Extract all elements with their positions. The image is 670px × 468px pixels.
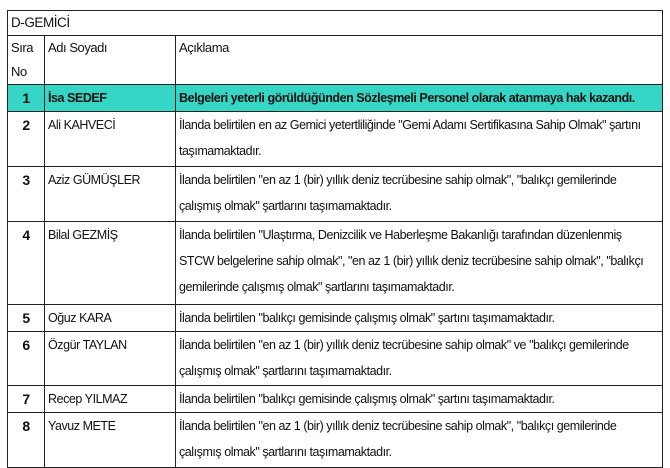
row-name: Özgür TAYLAN (45, 332, 176, 386)
row-name: Bilal GEZMİŞ (45, 222, 176, 305)
table-row (8, 413, 663, 468)
row-name: Oğuz KARA (45, 305, 176, 332)
table-row (8, 85, 663, 112)
row-number: 8 (8, 413, 45, 468)
row-description: İlanda belirtilen en az Gemici yetertliliğinde "Gemi Adamı Sertifikasına Sahip Olmak" şartını taşımamaktadır. (176, 112, 663, 167)
results-table (7, 10, 663, 468)
header-no: Sıra No (8, 36, 45, 85)
row-number: 4 (8, 222, 45, 305)
row-description: İlanda belirtilen "en az 1 (bir) yıllık deniz tecrübesine sahip olmak", "balıkçı gemilerinde çalışmış olmak" şartlarını taşımamaktadır. (176, 167, 663, 222)
row-number: 6 (8, 332, 45, 386)
table-row (8, 222, 663, 305)
row-description: İlanda belirtilen "balıkçı gemisinde çalışmış olmak" şartını taşımamaktadır. (176, 305, 663, 332)
table-row (8, 112, 663, 167)
row-name: Yavuz METE (45, 413, 176, 468)
row-number: 5 (8, 305, 45, 332)
row-description: Belgeleri yeterli görüldüğünden Sözleşmeli Personel olarak atanmaya hak kazandı. (176, 85, 663, 112)
row-name: Recep YILMAZ (45, 386, 176, 413)
row-description: İlanda belirtilen "en az 1 (bir) yıllık deniz tecrübesine sahip olmak" ve "balıkçı gemilerinde çalışmış olmak" şartlarını taşımamaktadır. (176, 332, 663, 386)
row-name: Ali KAHVECİ (45, 112, 176, 167)
row-name: Aziz GÜMÜŞLER (45, 167, 176, 222)
table-title-row (8, 11, 663, 36)
header-description: Açıklama (176, 36, 663, 85)
table-row (8, 305, 663, 332)
header-name: Adı Soyadı (45, 36, 176, 85)
table-header-row (8, 36, 663, 85)
row-description: İlanda belirtilen "Ulaştırma, Denizcilik ve Haberleşme Bakanlığı tarafından düzenlenmiş STCW belgelerine sahip olmak", "en az 1 (bir) yıllık deniz tecrübesine sahip olmak", "balıkçı gemilerinde çalışmış olmak" şartlarını taşımamaktadır. (176, 222, 663, 305)
table-row (8, 332, 663, 386)
row-number: 1 (8, 85, 45, 112)
table-row (8, 386, 663, 413)
row-description: İlanda belirtilen "en az 1 (bir) yıllık deniz tecrübesine sahip olmak", "balıkçı gemilerinde çalışmış olmak" şartlarını taşımamaktadır. (176, 413, 663, 468)
table-row (8, 167, 663, 222)
row-number: 2 (8, 112, 45, 167)
table-title: D-GEMİCİ (8, 11, 663, 36)
row-number: 7 (8, 386, 45, 413)
row-number: 3 (8, 167, 45, 222)
row-description: İlanda belirtilen "balıkçı gemisinde çalışmış olmak" şartını taşımamaktadır. (176, 386, 663, 413)
row-name: İsa SEDEF (45, 85, 176, 112)
